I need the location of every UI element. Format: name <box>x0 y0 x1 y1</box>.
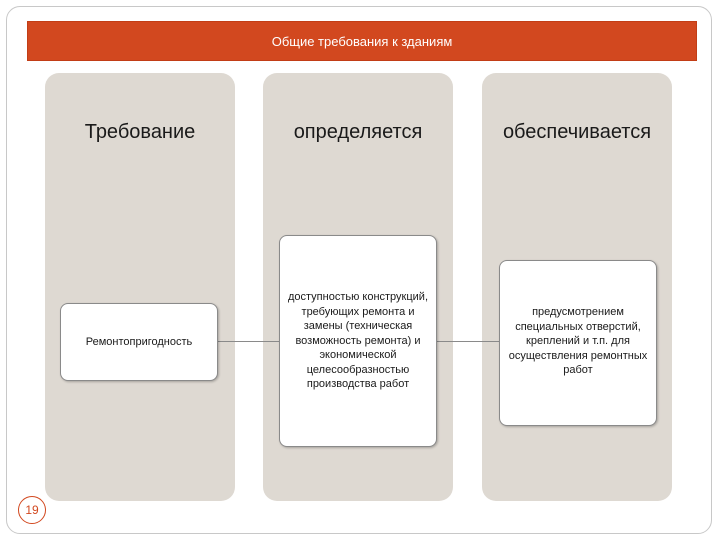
connector-line <box>218 341 279 342</box>
column-header-requirement: Требование <box>84 121 196 143</box>
title-bar <box>27 21 697 61</box>
connector-line <box>437 341 499 342</box>
column-header-ensured: обеспечивается <box>502 121 652 143</box>
column-requirement <box>45 73 235 501</box>
card-requirement <box>60 303 218 381</box>
card-determined <box>279 235 437 447</box>
card-requirement-text: Ремонтопригодность <box>85 335 193 348</box>
page-number: 19 <box>25 503 39 517</box>
card-ensured <box>499 260 657 426</box>
page-number-badge <box>18 496 46 524</box>
card-ensured-text: предусмотрением специальных отверстий, креплений и т.п. для осуществления ремонтных работ <box>508 306 648 376</box>
column-header-determined: определяется <box>293 121 423 143</box>
slide-title: Общие требования к зданиям <box>271 33 453 49</box>
card-determined-text: доступностью конструкций, требующих ремонта и замены (техническая возможность ремонта) и экономической целесообразностью производства работ <box>287 291 429 390</box>
